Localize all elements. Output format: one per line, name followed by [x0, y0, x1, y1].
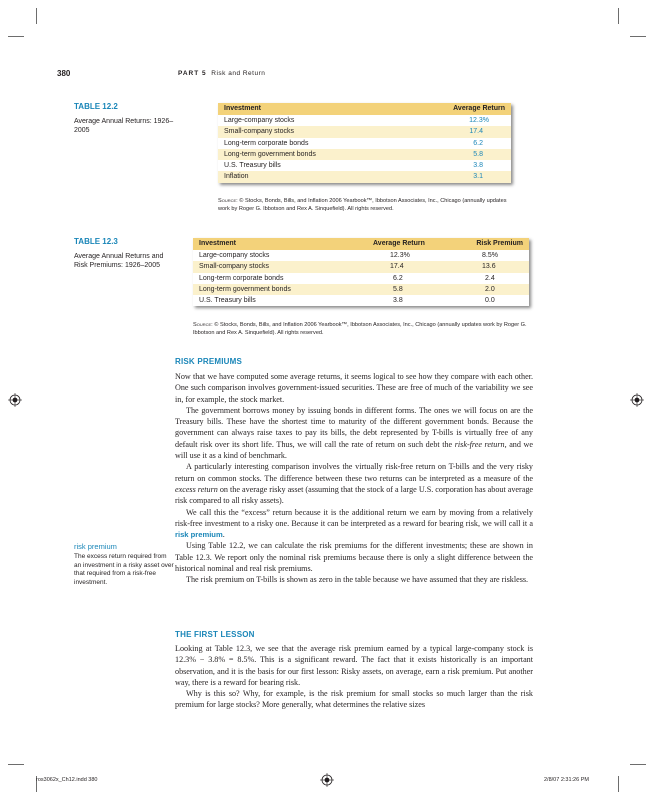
table-12-3-source [193, 322, 533, 338]
row-value: 3.8 [473, 162, 483, 170]
footer-timestamp: 2/8/07 2:31:26 PM [544, 777, 589, 783]
running-header [178, 70, 265, 77]
table-12-3-label: TABLE 12.3 [74, 237, 118, 246]
row-value: 17.4 [469, 128, 483, 136]
paragraph-text: We call this the “excess” return because it is the additional return we earn by moving from a relatively risk-free investment to a risky one. Because it can be interpreted as a reward for bearing risk, we will call it a [175, 507, 533, 528]
crop-mark-bottom-left-h [8, 764, 24, 765]
row-value: 0.0 [485, 297, 495, 305]
crop-mark-bottom-right-v [618, 776, 619, 792]
registration-mark-bottom-icon [320, 773, 334, 787]
table-12-2-label: TABLE 12.2 [74, 102, 118, 111]
row-label: Large-company stocks [199, 252, 270, 259]
source-prefix: Source: [193, 322, 213, 328]
registration-mark-right-icon [630, 393, 644, 407]
margin-term: risk premium [74, 542, 117, 551]
table-header-row [193, 238, 529, 250]
first-lesson-body [175, 643, 533, 711]
paragraph-text: on the average risky asset (assuming that the stock of a large U.S. corporation has about average risk compared to all risky assets). [175, 484, 534, 506]
source-text: © Stocks, Bonds, Bills, and Inflation 2006 Yearbook™, Ibbotson Associates, Inc., Chicago (annually updates work by Roger G. Ibbotson and Rex A. Sinquefield). All rights reserved. [218, 198, 507, 212]
crop-mark-bottom-right-h [630, 764, 646, 765]
margin-definition: The excess return required from an investment in a risky asset over that required from a risk-free investment. [74, 553, 174, 586]
row-label: Small-company stocks [199, 263, 270, 271]
table-12-2-source [218, 198, 514, 214]
row-label: Large-company stocks [224, 117, 295, 124]
paragraph-text: and we will use it as a kind of benchmark. [175, 439, 533, 461]
key-term-risk-premium: risk premium [175, 530, 223, 540]
footer-file-slug: ros3062x_Ch12.indd 380 [36, 777, 98, 783]
row-value: 3.8 [393, 297, 403, 305]
table-row [218, 115, 511, 126]
row-value: 3.1 [473, 173, 483, 181]
source-text: © Stocks, Bonds, Bills, and Inflation 2006 Yearbook™, Ibbotson Associates, Inc., Chicago (annually updates work by Roger G. Ibbotson and Rex A. Sinquefield). All rights reserved. [193, 322, 527, 336]
table-row [218, 138, 511, 149]
paragraph-text: The government borrows money by issuing bonds in different forms. The ones we will focus on are the Treasury bills. These have the shortest time to maturity of the different government bonds. Because the government can always raise taxes to pay its bills, the debt represented by T-bills is virtually free of any default risk over its short life. Thus, we will call the rate of return on such debt the [175, 405, 533, 449]
paragraph: Looking at Table 12.3, we see that the average risk premium earned by a typical large-company stock is 12.3% − 3.8% = 8.5%. This is a significant reward. The fact that it exists historically is an important observation, and it is the basis for our first lesson: Risky assets, on average, earn a risk premium. Put another way, there is a reward for bearing risk. [175, 644, 533, 687]
column-header: Investment [199, 240, 236, 247]
emphasis-risk-free-return: risk-free return, [454, 439, 507, 449]
crop-mark-top-right-h [630, 36, 646, 37]
section-heading-risk-premiums: RISK PREMIUMS [175, 357, 243, 366]
paragraph: Using Table 12.2, we can calculate the risk premiums for the different investments; these are shown in Table 12.3. We report only the nominal risk premiums because there is only a slight difference between the historical nominal and real risk premiums. [175, 541, 533, 574]
crop-mark-top-left-h [8, 36, 24, 37]
table-row [193, 273, 529, 284]
row-value: 5.8 [393, 285, 403, 293]
paragraph: The risk premium on T-bills is shown as zero in the table because we have assumed that they are riskless. [186, 575, 529, 585]
row-label: Long-term government bonds [199, 285, 291, 293]
row-value: 8.5% [482, 252, 498, 259]
part-label: PART 5 [178, 70, 207, 77]
table-row [193, 284, 529, 295]
table-12-2 [218, 103, 511, 183]
paragraph [175, 461, 533, 506]
table-12-3-caption: Average Annual Returns and Risk Premiums: 1926–2005 [74, 253, 164, 270]
row-value: 2.4 [485, 274, 495, 282]
crop-mark-top-right-v [618, 8, 619, 24]
part-title: Risk and Return [211, 70, 266, 77]
row-value: 6.2 [393, 274, 403, 282]
risk-premiums-body [175, 371, 533, 586]
paragraph [175, 507, 533, 541]
row-label: U.S. Treasury bills [199, 297, 256, 305]
table-12-3 [193, 238, 529, 306]
table-header-row [218, 103, 511, 115]
row-value: 5.8 [473, 150, 483, 158]
row-value: 6.2 [473, 139, 483, 147]
row-label: U.S. Treasury bills [224, 162, 281, 170]
table-row [218, 160, 511, 171]
column-header: Risk Premium [476, 240, 523, 247]
paragraph-text: . [222, 530, 225, 540]
crop-mark-top-left-v [36, 8, 37, 24]
row-label: Long-term corporate bonds [224, 139, 309, 147]
table-row [193, 261, 529, 272]
row-value: 12.3% [469, 117, 489, 124]
row-label: Small-company stocks [224, 128, 295, 136]
table-row [218, 171, 511, 182]
paragraph [175, 405, 533, 461]
paragraph-text: A particularly interesting comparison involves the virtually risk-free return on T-bills and the very risky return on common stocks. The difference between these two returns can be interpreted as a measure of the [175, 462, 533, 483]
paragraph: Why is this so? Why, for example, is the risk premium for small stocks so much larger than the risk premium for large stocks? More generally, what determines the relative sizes [175, 689, 533, 710]
table-row [193, 295, 529, 306]
table-12-2-caption: Average Annual Returns: 1926–2005 [74, 118, 174, 135]
row-label: Long-term government bonds [224, 150, 316, 158]
row-value: 2.0 [485, 285, 495, 293]
column-header: Average Return [373, 240, 425, 247]
registration-mark-left-icon [8, 393, 22, 407]
section-heading-first-lesson: THE FIRST LESSON [175, 630, 255, 639]
source-prefix: Source: [218, 198, 238, 204]
emphasis-excess-return: excess return [175, 484, 218, 494]
column-header: Average Return [453, 105, 505, 112]
row-label: Long-term corporate bonds [199, 274, 284, 282]
row-value: 12.3% [390, 252, 410, 259]
page-number: 380 [57, 69, 71, 78]
column-header: Investment [224, 105, 261, 112]
row-label: Inflation [224, 173, 249, 181]
row-value: 17.4 [390, 263, 404, 271]
paragraph: Now that we have computed some average returns, it seems logical to see how they compare with each other. One such comparison involves government-issued securities. These are free of much of the variability we see in, for example, the stock market. [175, 372, 533, 404]
table-row [218, 126, 511, 137]
table-row [218, 149, 511, 160]
row-value: 13.6 [482, 263, 496, 271]
table-row [193, 250, 529, 261]
